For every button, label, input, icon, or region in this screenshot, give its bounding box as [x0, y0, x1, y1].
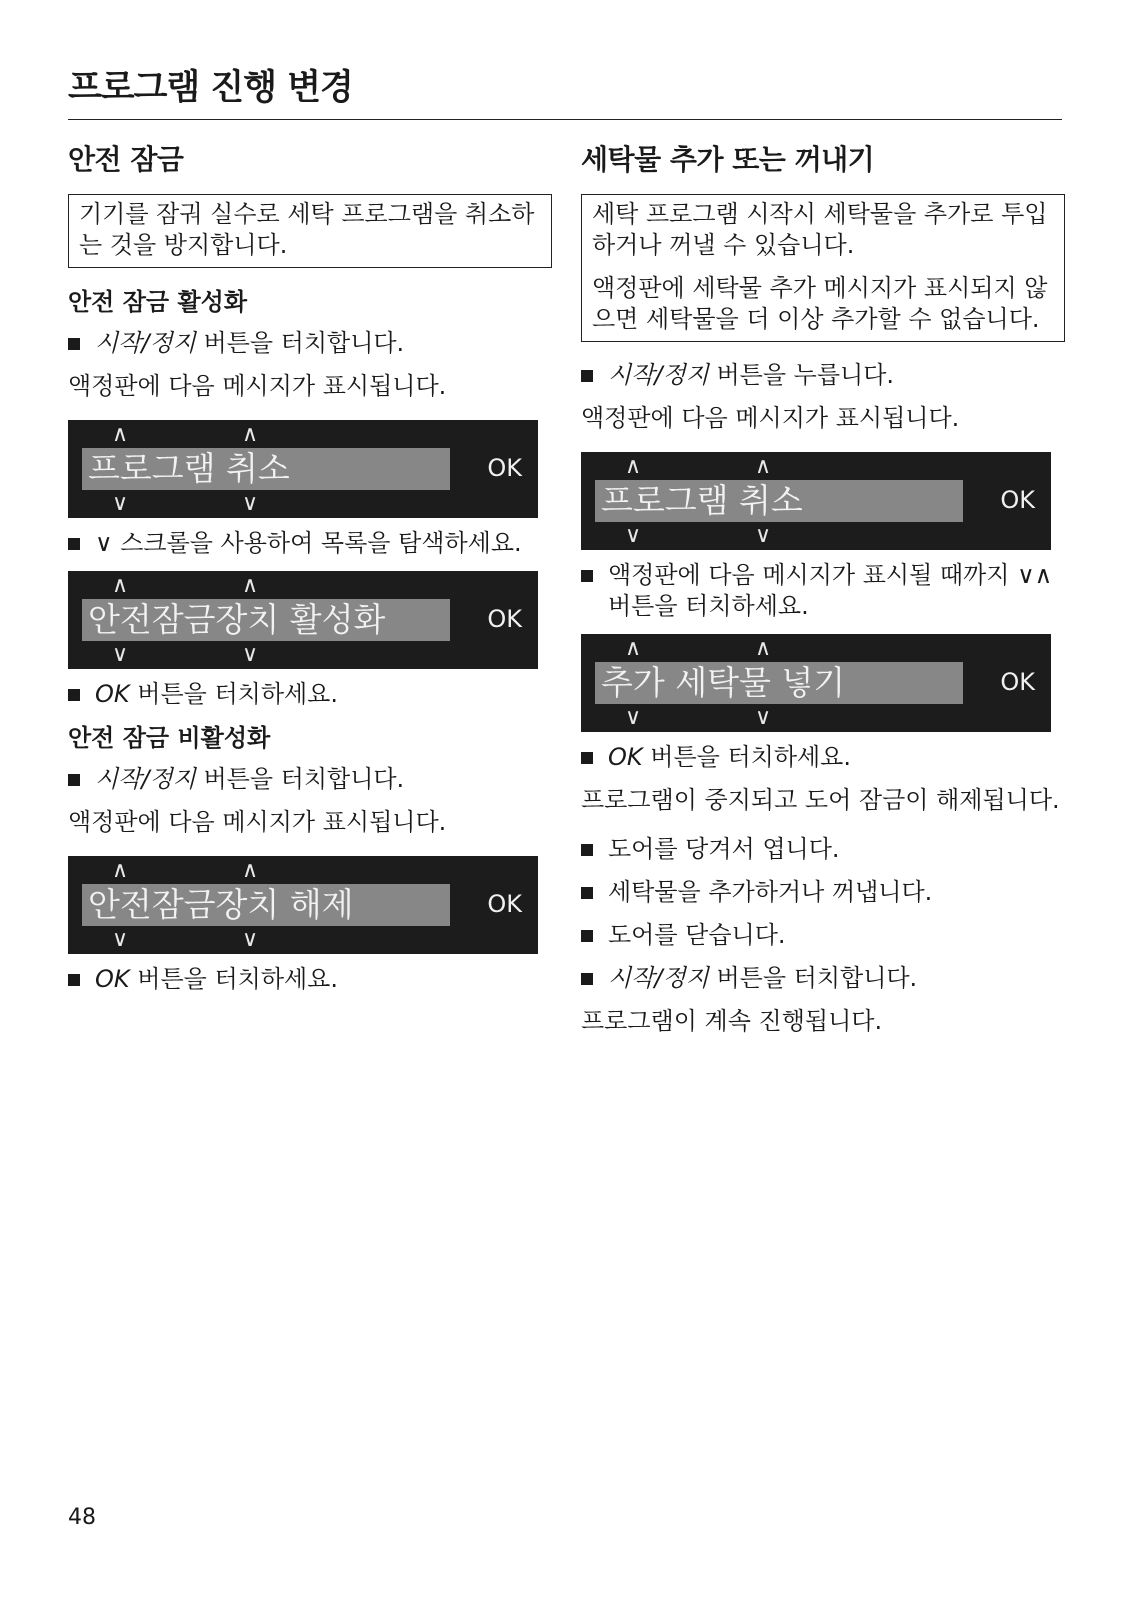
display-message-text: 액정판에 다음 메시지가 표시됩니다. [68, 808, 447, 836]
step-text: 버튼을 터치합니다. [708, 964, 918, 992]
note-box-add-laundry [581, 194, 1065, 342]
display-message-text: 액정판에 다음 메시지가 표시됩니다. [581, 404, 960, 432]
bullet-icon [581, 370, 593, 382]
page-number: 48 [68, 1505, 96, 1530]
step-text: 버튼을 터치합니다. [195, 329, 405, 357]
scroll-down-icon: ∨ [112, 642, 129, 667]
lcd-ok-label: OK [1000, 486, 1035, 514]
title-divider [68, 119, 1062, 120]
scroll-up-icon: ∧ [112, 573, 129, 598]
section-heading-add-laundry: 세탁물 추가 또는 꺼내기 [581, 143, 875, 176]
bullet-icon [68, 338, 80, 350]
step-text: 도어를 당겨서 엽니다. [608, 835, 840, 863]
lcd-ok-label: OK [487, 890, 522, 918]
step-item [581, 834, 1065, 865]
info-text: 프로그램이 중지되고 도어 잠금이 해제됩니다. [581, 786, 1060, 814]
bullet-icon [581, 887, 593, 899]
step-text: 도어를 닫습니다. [608, 921, 786, 949]
note-text: 세탁 프로그램 시작시 세탁물을 추가로 투입하거나 꺼낼 수 있습니다. [592, 200, 1048, 259]
scroll-up-icon: ∧ [755, 636, 772, 661]
lcd-display [581, 452, 1051, 550]
step-item [68, 764, 552, 795]
lcd-display [68, 856, 538, 954]
page-title: 프로그램 진행 변경 [68, 68, 353, 108]
scroll-down-icon: ∨ [625, 705, 642, 730]
scroll-up-icon: ∧ [242, 573, 259, 598]
bullet-icon [581, 570, 593, 582]
bullet-icon [68, 538, 80, 550]
step-item [581, 877, 1065, 908]
lcd-ok-label: OK [1000, 668, 1035, 696]
step-text: 버튼을 터치하세요. [129, 680, 338, 708]
bullet-icon [581, 844, 593, 856]
note-text: 기기를 잠궈 실수로 세탁 프로그램을 취소하는 것을 방지합니다. [79, 200, 535, 259]
button-name: 시작/정지 [95, 329, 196, 357]
section-heading-safety-lock: 안전 잠금 [68, 143, 184, 176]
lcd-message: 안전잠금장치 해제 [88, 885, 354, 924]
bullet-icon [581, 752, 593, 764]
step-item [68, 328, 552, 359]
scroll-down-icon: ∨ [242, 642, 259, 667]
step-text: 액정판에 다음 메시지가 표시될 때까지 ∨∧ 버튼을 터치하세요. [608, 561, 1053, 620]
scroll-up-icon: ∧ [625, 454, 642, 479]
step-text: 버튼을 터치합니다. [195, 765, 405, 793]
left-column [68, 140, 552, 1007]
subheading-activate: 안전 잠금 활성화 [68, 288, 247, 316]
step-text: 버튼을 터치하세요. [642, 743, 851, 771]
scroll-up-icon: ∧ [242, 858, 259, 883]
display-message-text: 액정판에 다음 메시지가 표시됩니다. [68, 372, 447, 400]
bullet-icon [68, 689, 80, 701]
button-name: OK [95, 680, 130, 708]
lcd-display [68, 571, 538, 669]
lcd-display [581, 634, 1051, 732]
step-item [581, 560, 1065, 622]
step-item [68, 964, 552, 995]
lcd-ok-label: OK [487, 605, 522, 633]
lcd-message: 안전잠금장치 활성화 [88, 600, 386, 639]
scroll-down-icon: ∨ [112, 491, 129, 516]
lcd-ok-label: OK [487, 454, 522, 482]
step-item [68, 679, 552, 710]
button-name: OK [95, 965, 130, 993]
step-item [581, 963, 1065, 994]
step-text: 버튼을 터치하세요. [129, 965, 338, 993]
step-text: 버튼을 누릅니다. [708, 361, 895, 389]
button-name: 시작/정지 [608, 964, 709, 992]
scroll-up-icon: ∧ [755, 454, 772, 479]
bullet-icon [68, 974, 80, 986]
step-text: 세탁물을 추가하거나 꺼냅니다. [608, 878, 933, 906]
step-item [581, 360, 1065, 391]
bullet-icon [581, 930, 593, 942]
scroll-up-icon: ∧ [112, 858, 129, 883]
final-text: 프로그램이 계속 진행됩니다. [581, 1007, 883, 1035]
button-name: 시작/정지 [608, 361, 709, 389]
scroll-down-icon: ∨ [625, 523, 642, 548]
scroll-down-icon: ∨ [242, 927, 259, 952]
step-item [581, 742, 1065, 773]
note-box-safety-lock [68, 194, 552, 268]
scroll-down-icon: ∨ [755, 705, 772, 730]
button-name: 시작/정지 [95, 765, 196, 793]
lcd-display [68, 420, 538, 518]
scroll-down-icon: ∨ [755, 523, 772, 548]
scroll-up-icon: ∧ [625, 636, 642, 661]
scroll-down-icon: ∨ [242, 491, 259, 516]
bullet-icon [68, 774, 80, 786]
step-item [68, 528, 552, 559]
right-column [581, 140, 1065, 1055]
lcd-message: 추가 세탁물 넣기 [601, 663, 846, 702]
scroll-down-icon: ∨ [112, 927, 129, 952]
note-text: 액정판에 세탁물 추가 메시지가 표시되지 않으면 세탁물을 더 이상 추가할 수 없습니다. [592, 274, 1048, 333]
subheading-deactivate: 안전 잠금 비활성화 [68, 724, 271, 752]
lcd-message: 프로그램 취소 [601, 481, 803, 520]
step-item [581, 920, 1065, 951]
step-text: ∨ 스크롤을 사용하여 목록을 탐색하세요. [95, 529, 522, 557]
scroll-up-icon: ∧ [242, 422, 259, 447]
scroll-up-icon: ∧ [112, 422, 129, 447]
lcd-message: 프로그램 취소 [88, 449, 290, 488]
bullet-icon [581, 973, 593, 985]
button-name: OK [608, 743, 643, 771]
